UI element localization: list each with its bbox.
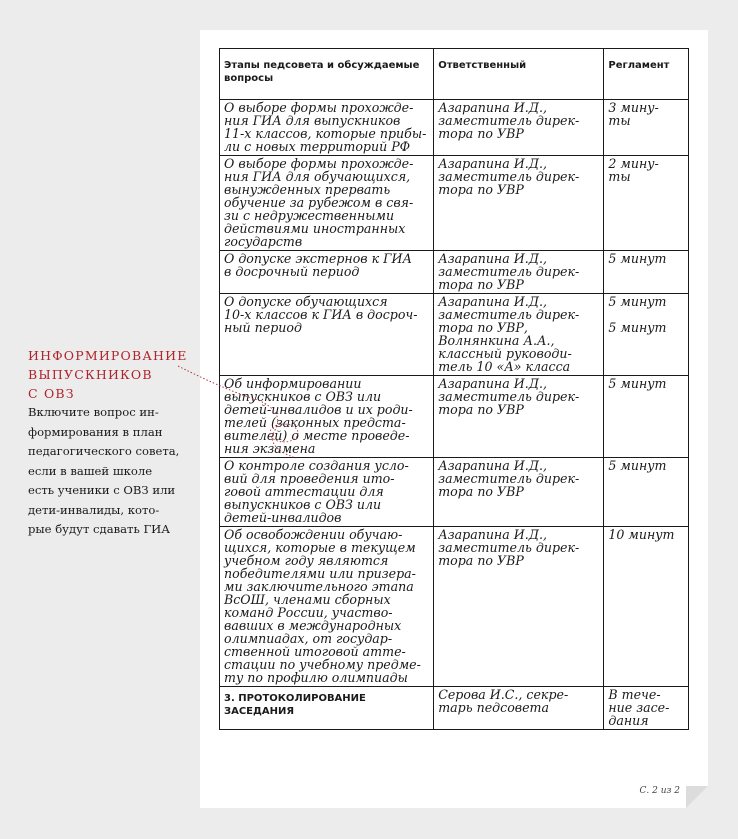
table-row [220, 376, 689, 458]
responsible-cell [434, 458, 604, 527]
stage-cell-line: 10-х классов к ГИА в досроч- [224, 307, 418, 322]
sidebar-title [28, 346, 198, 403]
sidebar-text-line: есть ученики с ОВЗ или [28, 483, 176, 497]
header-responsible: Ответственный [434, 49, 604, 100]
stage-cell-line: выпускников с ОВЗ или [224, 497, 382, 512]
stage-cell-line: ния ГИА для обучающихся, [224, 169, 411, 184]
stage-cell-line: ВсОШ, членами сборных [224, 592, 391, 607]
stage-cell-line: детей-инвалидов [224, 510, 342, 525]
stage-cell-line: О выборе формы прохожде- [224, 156, 414, 171]
stage-cell-line: О контроле создания усло- [224, 458, 409, 473]
stage-cell-line: победителями или призера- [224, 566, 416, 581]
table-header-row [220, 49, 689, 100]
sidebar-title-line: С ОВЗ [28, 386, 75, 401]
page-number: С. 2 из 2 [639, 786, 680, 796]
stage-cell-line: ми заключительного этапа [224, 579, 414, 594]
stage-cell [220, 294, 434, 376]
schedule-cell [604, 527, 689, 687]
responsible-cell-line: Азарапина И.Д., [438, 100, 547, 115]
responsible-cell-line: Волнянкина А.А., [438, 333, 555, 348]
agenda-table [219, 48, 689, 730]
responsible-cell [434, 687, 604, 730]
sidebar-note [28, 346, 198, 540]
responsible-cell [434, 100, 604, 156]
schedule-cell [604, 294, 689, 376]
stage-cell-line: ный период [224, 320, 302, 335]
responsible-cell-line: Азарапина И.Д., [438, 376, 547, 391]
schedule-cell-line: В тече- [608, 687, 661, 702]
schedule-cell-line: ты [608, 113, 631, 128]
schedule-cell-line: ты [608, 169, 631, 184]
responsible-cell-line: Азарапина И.Д., [438, 156, 547, 171]
header-stage-line: вопросы [224, 73, 274, 84]
sidebar-text-line: педагогического совета, [28, 444, 180, 458]
stage-cell-line: щихся, которые в текущем [224, 540, 416, 555]
stage-cell-line: действиями иностранных [224, 221, 406, 236]
stage-cell-line: зи с недружественными [224, 208, 395, 223]
table-row [220, 251, 689, 294]
schedule-cell [604, 156, 689, 251]
responsible-cell-line: заместитель дирек- [438, 471, 580, 486]
responsible-cell-line: Азарапина И.Д., [438, 458, 547, 473]
stage-cell-line: ли с новых территорий РФ [224, 139, 411, 154]
stage-cell-line: детей-инвалидов и их роди- [224, 402, 413, 417]
header-stage-line: Этапы педсовета и обсуждаемые [224, 60, 420, 71]
section-title-cell: 3. ПРОТОКОЛИРОВАНИЕ ЗАСЕДАНИЯ [220, 687, 434, 730]
responsible-cell-line: тора по УВР, [438, 320, 528, 335]
stage-cell-line: ту по профилю олимпиады [224, 670, 408, 685]
responsible-cell [434, 294, 604, 376]
schedule-cell-line: ние засе- [608, 700, 670, 715]
stage-cell [220, 251, 434, 294]
responsible-cell-line: тора по УВР [438, 126, 524, 141]
schedule-cell [604, 687, 689, 730]
schedule-cell [604, 458, 689, 527]
stage-cell-line: в досрочный период [224, 264, 360, 279]
responsible-cell-line: заместитель дирек- [438, 113, 580, 128]
stage-cell-line: говой аттестации для [224, 484, 384, 499]
sidebar-title-line: ИНФОРМИРОВАНИЕ [28, 348, 188, 363]
sidebar-text-line: если в вашей школе [28, 463, 153, 478]
stage-cell [220, 458, 434, 527]
sidebar-text-line: Включите вопрос ин- [28, 405, 159, 419]
header-stage [220, 49, 434, 100]
sidebar-title-line: ВЫПУСКНИКОВ [28, 367, 153, 382]
page-curl [686, 786, 708, 808]
table-row [220, 527, 689, 687]
responsible-cell [434, 251, 604, 294]
stage-cell-line: телей (законных предста- [224, 415, 406, 430]
header-schedule: Регламент [604, 49, 689, 100]
stage-cell [220, 527, 434, 687]
stage-cell-line: вителей) о месте проведе- [224, 428, 410, 443]
stage-cell-line: ственной итоговой атте- [224, 644, 406, 659]
responsible-cell-line: заместитель дирек- [438, 389, 580, 404]
sidebar-text [28, 403, 198, 540]
stage-cell-line: О допуске экстернов к ГИА [224, 251, 413, 266]
table-row [220, 458, 689, 527]
responsible-cell-line: тора по УВР [438, 277, 524, 292]
responsible-cell [434, 156, 604, 251]
stage-cell-line: 11-х классов, которые прибы- [224, 126, 427, 141]
stage-cell-line: ния ГИА для выпускников [224, 113, 401, 128]
responsible-cell-line: тора по УВР [438, 182, 524, 197]
responsible-cell-line: Азарапина И.Д., [438, 294, 547, 309]
schedule-cell-line: дания [608, 713, 649, 728]
responsible-cell [434, 376, 604, 458]
responsible-cell-line: тора по УВР [438, 484, 524, 499]
stage-cell-line: учебном году являются [224, 553, 389, 568]
schedule-cell-line: 5 минут [608, 320, 667, 335]
stage-cell-line: стации по учебному предме- [224, 657, 421, 672]
table-row [220, 100, 689, 156]
stage-cell-line: обучение за рубежом в свя- [224, 195, 414, 210]
responsible-cell-line: заместитель дирек- [438, 169, 580, 184]
responsible-cell-line: заместитель дирек- [438, 307, 580, 322]
schedule-cell-line: 5 минут [608, 251, 667, 266]
schedule-cell [604, 100, 689, 156]
schedule-cell-line: 3 мину- [608, 100, 659, 115]
stage-cell-line: ния экзамена [224, 441, 316, 456]
sidebar-text-line: формирования в план [28, 424, 163, 439]
schedule-cell-line: 5 минут [608, 376, 667, 391]
table-row [220, 156, 689, 251]
schedule-cell-line: 10 минут [608, 527, 675, 542]
stage-cell-line: О выборе формы прохожде- [224, 100, 414, 115]
sidebar-text-line: рые будут сдавать ГИА [28, 522, 171, 536]
stage-cell-line: О допуске обучающихся [224, 294, 388, 309]
stage-cell-line: выпускников с ОВЗ или [224, 389, 382, 404]
responsible-cell-line: заместитель дирек- [438, 264, 580, 279]
responsible-cell-line: тель 10 «А» класса [438, 359, 571, 374]
stage-cell-line: Об информировании [224, 376, 362, 391]
stage-cell-line: команд России, участво- [224, 605, 393, 620]
responsible-cell-line: заместитель дирек- [438, 540, 580, 555]
stage-cell-line: государств [224, 234, 303, 249]
stage-cell-line: Об освобождении обучаю- [224, 527, 403, 542]
responsible-cell-line: Серова И.С., секре- [438, 687, 569, 702]
responsible-cell-line: тора по УВР [438, 402, 524, 417]
stage-cell-line: олимпиадах, от государ- [224, 631, 393, 646]
schedule-cell-line: 2 мину- [608, 156, 659, 171]
stage-cell-line: вавших в международных [224, 618, 402, 633]
stage-cell [220, 100, 434, 156]
stage-cell [220, 156, 434, 251]
stage-cell-line: вынужденных прервать [224, 182, 391, 197]
schedule-cell-line: 5 минут [608, 294, 667, 309]
responsible-cell-line: классный руководи- [438, 346, 572, 361]
responsible-cell-line: Азарапина И.Д., [438, 251, 547, 266]
stage-cell [220, 376, 434, 458]
responsible-cell-line: тора по УВР [438, 553, 524, 568]
responsible-cell-line: тарь педсовета [438, 700, 550, 715]
section-row [220, 687, 689, 730]
schedule-cell [604, 376, 689, 458]
responsible-cell [434, 527, 604, 687]
sidebar-text-line: дети-инвалиды, кото- [28, 502, 160, 517]
stage-cell-line: вий для проведения ито- [224, 471, 395, 486]
responsible-cell-line: Азарапина И.Д., [438, 527, 547, 542]
document-page [200, 30, 708, 808]
table-row [220, 294, 689, 376]
schedule-cell [604, 251, 689, 294]
schedule-cell-line: 5 минут [608, 458, 667, 473]
table-body [220, 100, 689, 730]
